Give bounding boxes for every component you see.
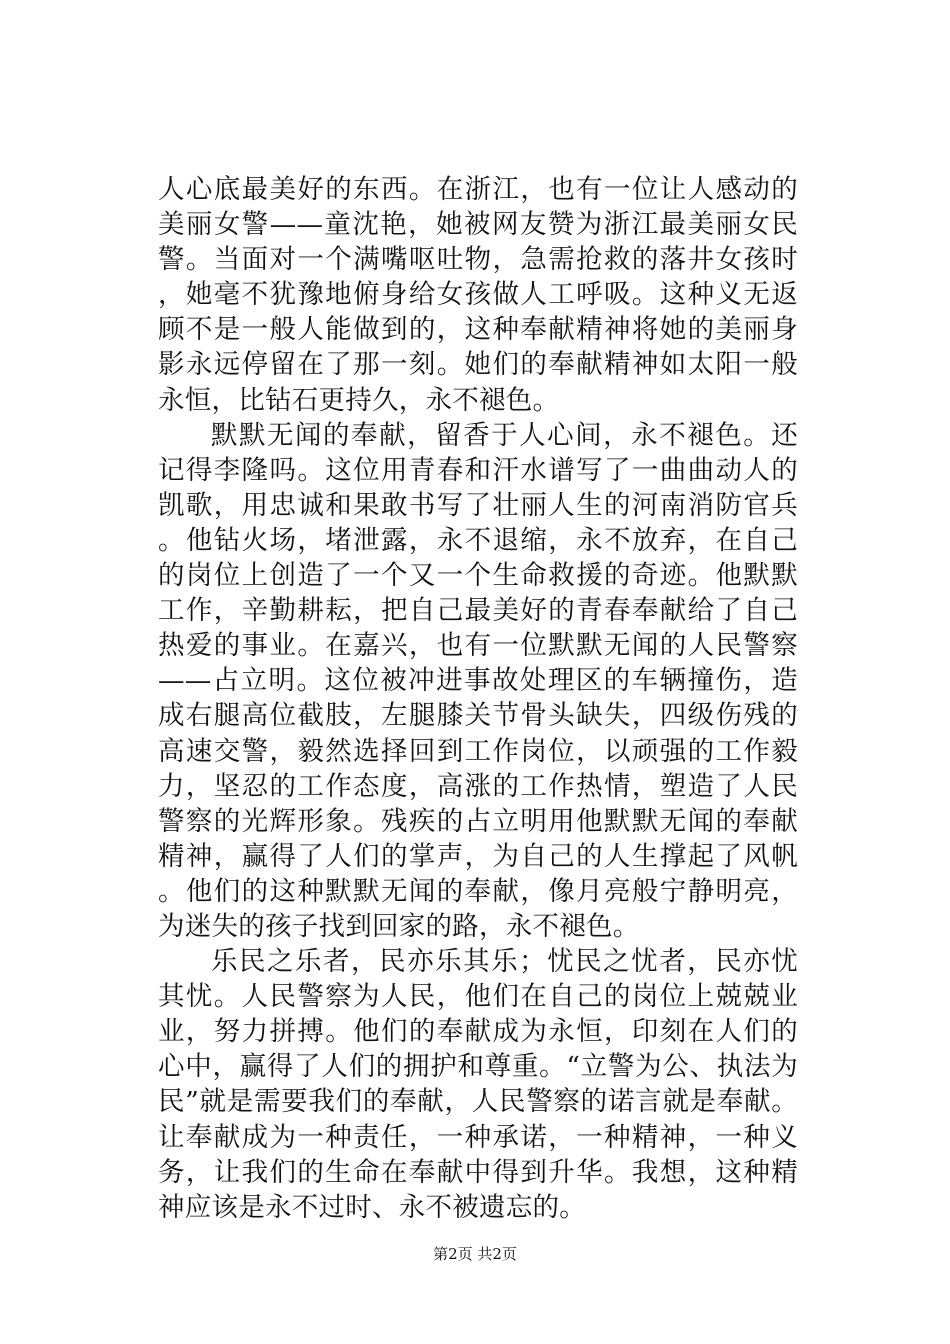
page-footer: 第2页 共2页 <box>433 1245 517 1263</box>
paragraph-1: 人心底最美好的东西。在浙江，也有一位让人感动的美丽女警——童沈艳，她被网友赞为浙江最美丽女民警。当面对一个满嘴呕吐物，急需抢救的落井女孩时，她毫不犹豫地俯身给女孩做人工呼吸。这种义无返顾不是一般人能做到的，这种奉献精神将她的美丽身影永远停留在了那一刻。她们的奉献精神如太阳一般永恒，比钻石更持久，永不褪色。 <box>158 174 798 416</box>
paragraph-3: 乐民之乐者，民亦乐其乐；忧民之忧者，民亦忧其忧。人民警察为人民，他们在自己的岗位上兢兢业业，努力拼搏。他们的奉献成为永恒，印刻在人们的心中，赢得了人们的拥护和尊重。“立警为公、执法为民”就是需要我们的奉献，人民警察的诺言就是奉献。让奉献成为一种责任，一种承诺，一种精神，一种义务，让我们的生命在奉献中得到升华。我想，这种精神应该是永不过时、永不被遗忘的。 <box>158 946 798 1223</box>
document-body <box>158 172 798 1225</box>
paragraph-2: 默默无闻的奉献，留香于人心间，永不褪色。还记得李隆吗。这位用青春和汗水谱写了一曲曲动人的凯歌，用忠诚和果敢书写了壮丽人生的河南消防官兵。他钻火场，堵泄露，永不退缩，永不放弃，在自己的岗位上创造了一个又一个生命救援的奇迹。他默默工作，辛勤耕耘，把自己最美好的青春奉献给了自己热爱的事业。在嘉兴，也有一位默默无闻的人民警察——占立明。这位被冲进事故处理区的车辆撞伤，造成右腿高位截肢，左腿膝关节骨头缺失，四级伤残的高速交警，毅然选择回到工作岗位，以顽强的工作毅力，坚忍的工作态度，高涨的工作热情，塑造了人民警察的光辉形象。残疾的占立明用他默默无闻的奉献精神，赢得了人们的掌声，为自己的人生撑起了风帆。他们的这种默默无闻的奉献，像月亮般宁静明亮，为迷失的孩子找到回家的路，永不褪色。 <box>158 419 798 942</box>
